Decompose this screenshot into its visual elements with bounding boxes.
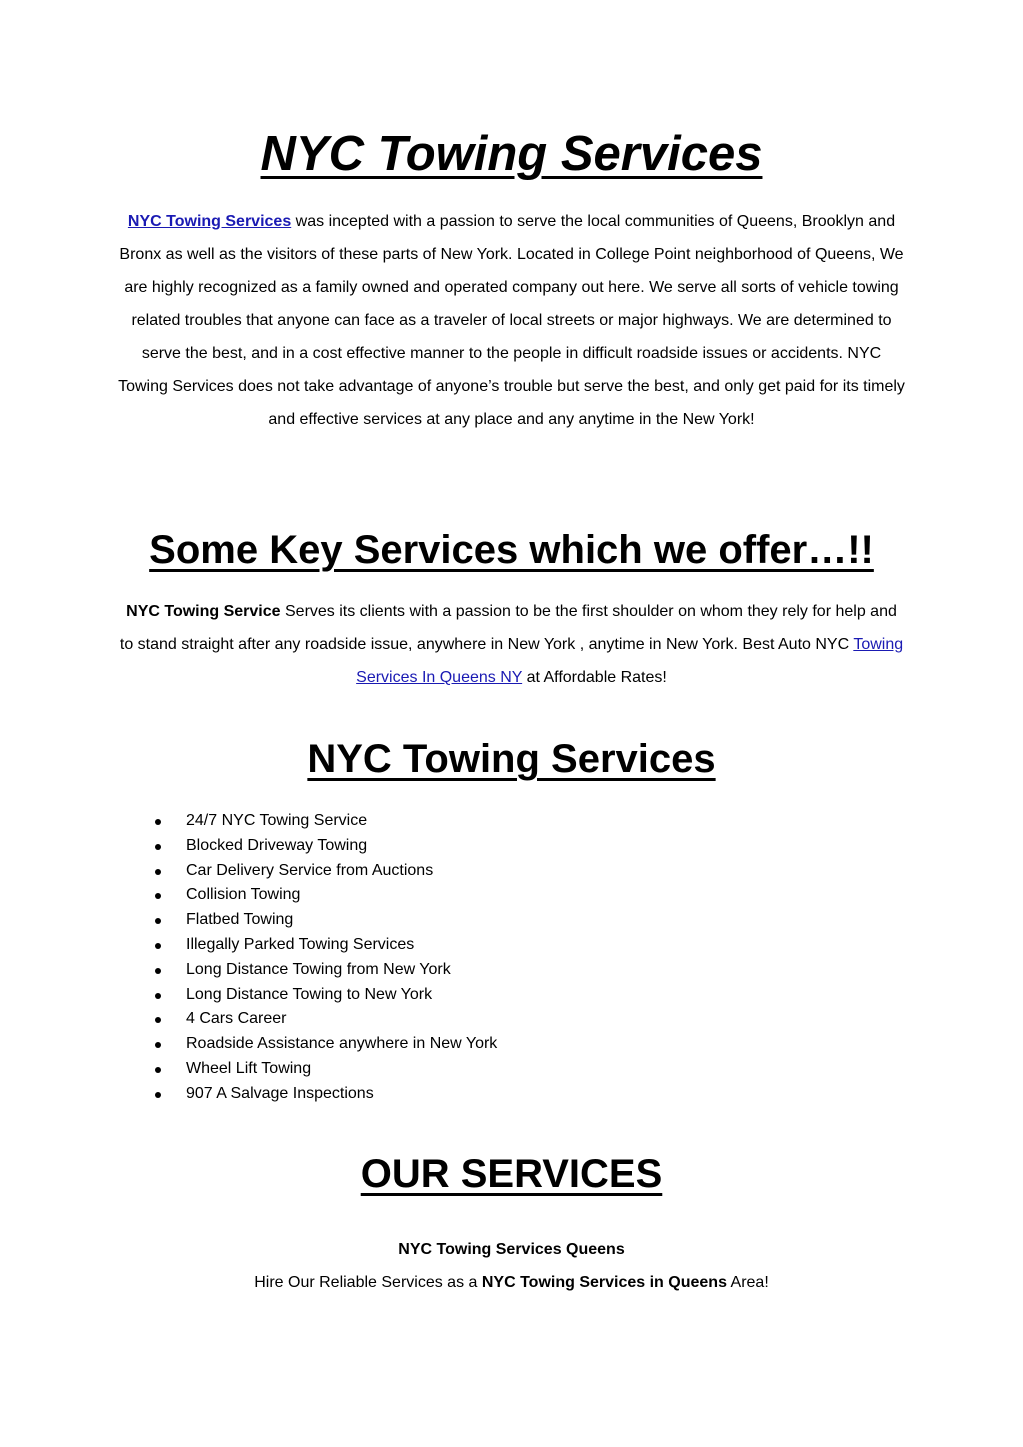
key-services-heading: Some Key Services which we offer…!! [149, 528, 874, 572]
bullet-icon [155, 844, 161, 850]
bullet-icon [155, 943, 161, 949]
intro-text: was incepted with a passion to serve the local communities of Queens, Brooklyn and Bronx as well as the visitors of these parts of New York. Located in College Point neighborhood of Queens, We are highly recognized as a family owned and operated company out here. We serve all sorts of vehicle towing related troubles that anyone can face as a traveler of local streets or major highways. We are determined to serve the best, and in a cost effective manner to the people in difficult roadside issues or accidents. NYC Towing Services does not take advantage of anyone’s trouble but serve the best, and only get paid for its timely and effective services at any place and any anytime in the New York! [118, 213, 905, 428]
list-item: Roadside Assistance anywhere in New York [155, 1032, 497, 1057]
list-item: 4 Cars Career [155, 1007, 497, 1032]
list-item: Blocked Driveway Towing [155, 834, 497, 859]
queens-subheading: NYC Towing Services Queens [398, 1241, 625, 1258]
list-item: 24/7 NYC Towing Service [155, 809, 497, 834]
bullet-icon [155, 869, 161, 875]
list-item: 907 A Salvage Inspections [155, 1082, 497, 1107]
queens-line-bold: NYC Towing Services in Queens [481, 1274, 727, 1291]
bullet-icon [155, 968, 161, 974]
key-services-lead: NYC Towing Service [126, 603, 281, 620]
bullet-icon [155, 1017, 161, 1023]
bullet-icon [155, 893, 161, 899]
key-services-paragraph [118, 595, 905, 694]
queens-line [0, 1271, 1023, 1295]
services-list-heading: NYC Towing Services [307, 737, 716, 781]
intro-paragraph [118, 205, 905, 436]
bullet-icon [155, 819, 161, 825]
queens-towing-link[interactable]: Towing Services In Queens NY [356, 636, 904, 686]
list-item: Long Distance Towing to New York [155, 983, 497, 1008]
list-item: Wheel Lift Towing [155, 1057, 497, 1082]
list-item: Illegally Parked Towing Services [155, 933, 497, 958]
services-list [155, 809, 497, 1107]
list-item: Collision Towing [155, 883, 497, 908]
key-services-text: Serves its clients with a passion to be the first shoulder on whom they rely for help and to stand straight after any roadside issue, anywhere in New York , anytime in New York. Best Auto NYC [119, 603, 897, 653]
bullet-icon [155, 993, 161, 999]
list-item: Car Delivery Service from Auctions [155, 859, 497, 884]
list-item: Flatbed Towing [155, 908, 497, 933]
queens-line-after: Area! [726, 1274, 769, 1291]
bullet-icon [155, 1092, 161, 1098]
queens-line-before: Hire Our Reliable Services as a [254, 1274, 482, 1291]
bullet-icon [155, 1067, 161, 1073]
page-title: NYC Towing Services [260, 127, 763, 181]
our-services-heading: OUR SERVICES [360, 1152, 663, 1196]
list-item: Long Distance Towing from New York [155, 958, 497, 983]
bullet-icon [155, 1042, 161, 1048]
intro-link[interactable]: NYC Towing Services [127, 213, 292, 230]
key-services-text-after: at Affordable Rates! [522, 669, 667, 686]
bullet-icon [155, 918, 161, 924]
